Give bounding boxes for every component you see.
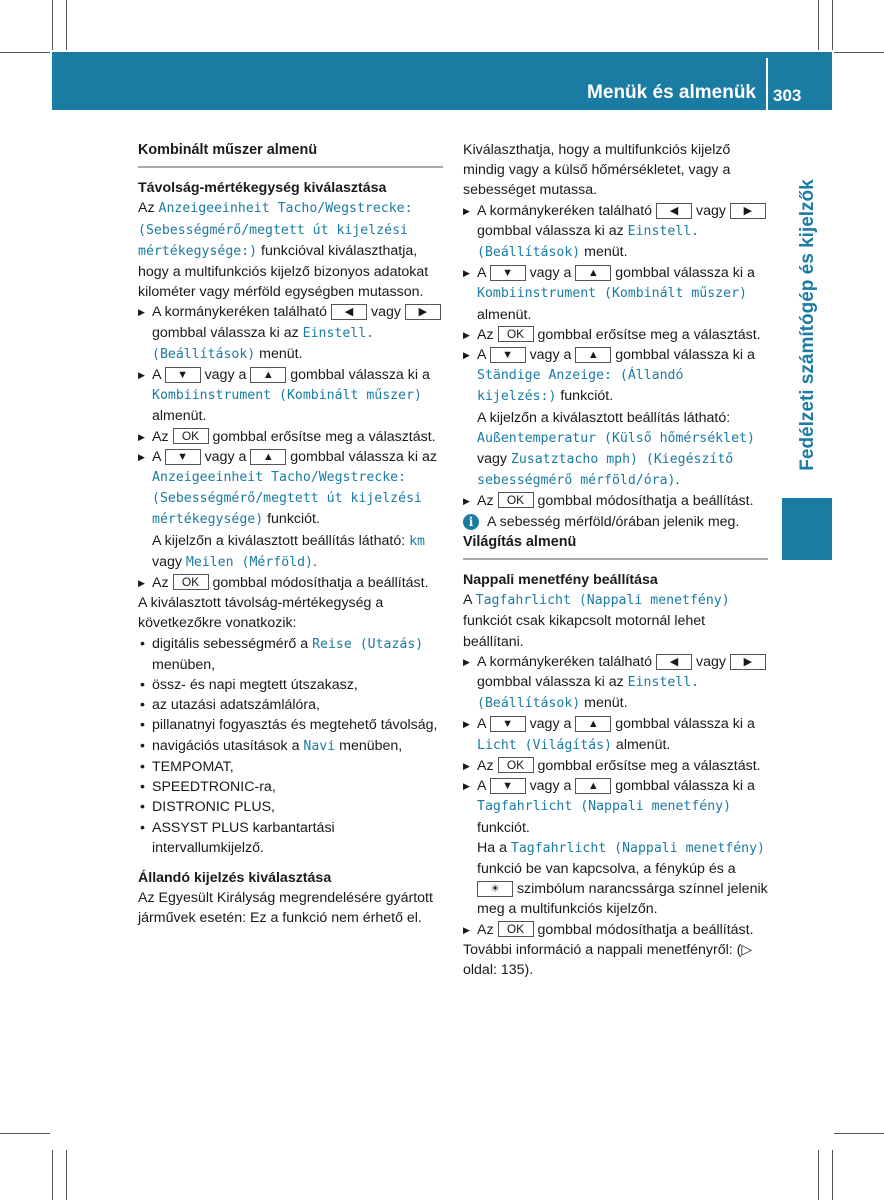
menu-code: Tagfahrlicht (Nappali menetfény) (510, 840, 765, 856)
ok-button-icon: OK (498, 326, 534, 342)
page-title: Menük és almenük (587, 82, 756, 103)
up-button-icon: ▲ (575, 347, 611, 363)
step: ▶ Az OK gombbal módosíthatja a beállítást. (138, 573, 443, 593)
crop-mark (832, 1150, 833, 1200)
menu-code: Einstell. (Beállítások) (477, 223, 700, 261)
page-number: 303 (773, 86, 802, 105)
crop-mark (52, 1150, 53, 1200)
crop-mark (832, 0, 833, 50)
list-item: • TEMPOMAT, (138, 757, 443, 777)
up-button-icon: ▲ (250, 367, 286, 383)
left-button-icon: ◀ (656, 654, 692, 670)
subsection-title: Távolság-mértékegység kiválasztása (138, 180, 387, 197)
menu-code: Einstell. (Beállítások) (152, 325, 375, 362)
section-title: Kombinált műszer almenü (138, 140, 443, 168)
list-item: • össz- és napi megtett útszakasz, (138, 675, 443, 695)
menu-code: km (409, 533, 425, 549)
step: ▶ A kormánykeréken található ◀ vagy ▶ gombbal válassza ki az Einstell. (Beállítások) menüt. (463, 201, 768, 264)
menu-code: Reise (Utazás) (312, 636, 424, 652)
left-button-icon: ◀ (656, 203, 692, 219)
daytime-light-icon: ☀ (477, 881, 513, 897)
right-button-icon: ▶ (405, 304, 441, 320)
header-separator (766, 58, 768, 110)
up-button-icon: ▲ (575, 716, 611, 732)
menu-code: Licht (Világítás) (477, 737, 612, 753)
list-item: • ASSYST PLUS karbantartási intervallumkijelző. (138, 818, 443, 858)
list-item: • SPEEDTRONIC-ra, (138, 777, 443, 797)
subsection-title: Nappali menetfény beállítása (463, 572, 658, 589)
paragraph: Az Egyesült Királyság megrendelésére gyártott járművek esetén: Ez a funkció nem érhető el. (138, 890, 433, 927)
menu-code: Einstell. (Beállítások) (477, 675, 700, 712)
step: ▶ A ▼ vagy a ▲ gombbal válassza ki a Tagfahrlicht (Nappali menetfény) funkciót. Ha a Tagfahrlicht (Nappali menetfény) funkció be van kapcsolva, a fénykúp és a ☀ szimbólum narancssárga színnel jelenik meg a multifunkciós kijelzőn. (463, 776, 768, 919)
step: ▶ A kormánykeréken található ◀ vagy ▶ gombbal válassza ki az Einstell. (Beállítások) menüt. (138, 302, 443, 365)
crop-mark (52, 0, 53, 50)
right-button-icon: ▶ (730, 654, 766, 670)
side-tab-marker (782, 498, 832, 560)
list-item: • pillanatnyi fogyasztás és megtehető távolság, (138, 715, 443, 735)
ok-button-icon: OK (173, 574, 209, 590)
ok-button-icon: OK (498, 757, 534, 773)
list-item: • navigációs utasítások a Navi menüben, (138, 736, 443, 757)
menu-code: Anzeigeeinheit Tacho/Wegstrecke: (Sebességmérő/megtett út kijelzési mértékegysége) (152, 470, 422, 528)
list-item: • digitális sebességmérő a Reise (Utazás) menüben, (138, 634, 443, 675)
crop-mark (66, 1150, 67, 1200)
menu-code: Kombiinstrument (Kombinált műszer) (477, 286, 747, 302)
list-item: • az utazási adatszámlálóra, (138, 695, 443, 715)
up-button-icon: ▲ (575, 265, 611, 281)
step: ▶ Az OK gombbal módosíthatja a beállítást. (463, 491, 768, 511)
menu-code: Tagfahrlicht (Nappali menetfény) (475, 593, 730, 609)
left-button-icon: ◀ (331, 304, 367, 320)
down-button-icon: ▼ (490, 716, 526, 732)
list-item: • DISTRONIC PLUS, (138, 797, 443, 817)
step: ▶ A ▼ vagy a ▲ gombbal válassza ki a Ständige Anzeige: (Állandó kijelzés:) funkciót. A kijelzőn a kiválasztott beállítás látható: Außentemperatur (Külső hőmérséklet) vagy Zusatztacho mph) (Kiegészítő sebességmérő mérföld/óra). (463, 345, 768, 491)
up-button-icon: ▲ (250, 449, 286, 465)
right-column (463, 140, 768, 980)
info-icon: i (463, 514, 479, 530)
paragraph: Az Anzeigeeinheit Tacho/Wegstrecke: (Sebességmérő/megtett út kijelzési mértékegysége:) funkcióval kiválaszthatja, hogy a multifunkciós kijelző bizonyos adatokat kilométer vagy mérföld egységben mutasson. (138, 200, 429, 301)
step: ▶ A kormánykeréken található ◀ vagy ▶ gombbal válassza ki az Einstell. (Beállítások) menüt. (463, 652, 768, 715)
menu-code: Tagfahrlicht (Nappali menetfény) (477, 799, 732, 815)
left-column (138, 140, 443, 929)
crop-mark (66, 0, 67, 50)
ok-button-icon: OK (498, 492, 534, 508)
step: ▶ Az OK gombbal erősítse meg a választást. (463, 756, 768, 776)
section-title: Világítás almenü (463, 532, 768, 560)
right-button-icon: ▶ (730, 203, 766, 219)
menu-code: Zusatztacho mph) (Kiegészítő sebességmérő mérföld/óra) (477, 452, 734, 489)
paragraph: A Tagfahrlicht (Nappali menetfény) funkciót csak kikapcsolt motornál lehet beállítani. (463, 592, 730, 650)
menu-code: Navi (303, 738, 336, 754)
step: ▶ A ▼ vagy a ▲ gombbal válassza ki a Licht (Világítás) almenüt. (463, 714, 768, 755)
step: ▶ Az OK gombbal erősítse meg a választást. (138, 427, 443, 447)
down-button-icon: ▼ (490, 265, 526, 281)
down-button-icon: ▼ (165, 449, 201, 465)
up-button-icon: ▲ (575, 778, 611, 794)
down-button-icon: ▼ (165, 367, 201, 383)
subsection-title: Állandó kijelzés kiválasztása (138, 869, 332, 886)
down-button-icon: ▼ (490, 778, 526, 794)
crop-mark (834, 1133, 884, 1134)
ok-button-icon: OK (173, 428, 209, 444)
crop-mark (818, 1150, 819, 1200)
crop-mark (0, 52, 50, 53)
paragraph: A kiválasztott távolság-mértékegység a következőkre vonatkozik: (138, 595, 384, 632)
down-button-icon: ▼ (490, 347, 526, 363)
paragraph: Kiválaszthatja, hogy a multifunkciós kijelző mindig vagy a külső hőmérsékletet, vagy a sebességet mutassa. (463, 142, 731, 199)
step: ▶ A ▼ vagy a ▲ gombbal válassza ki a Kombiinstrument (Kombinált műszer) almenüt. (463, 263, 768, 325)
ok-button-icon: OK (498, 921, 534, 937)
menu-code: Kombiinstrument (Kombinált műszer) (152, 388, 422, 404)
footer-reference: További információ a nappali menetfényről: (▷ oldal: 135). (463, 941, 753, 978)
step: ▶ Az OK gombbal módosíthatja a beállítást. (463, 920, 768, 940)
crop-mark (818, 0, 819, 50)
menu-code: Meilen (Mérföld) (185, 554, 313, 570)
crop-mark (0, 1133, 50, 1134)
info-note: i A sebesség mérföld/órában jelenik meg. (463, 512, 768, 532)
menu-code: Außentemperatur (Külső hőmérséklet) (477, 430, 755, 446)
step: ▶ A ▼ vagy a ▲ gombbal válassza ki az Anzeigeeinheit Tacho/Wegstrecke: (Sebességmérő/megtett út kijelzési mértékegysége) funkciót. A kijelzőn a kiválasztott beállítás látható: km vagy Meilen (Mérföld). (138, 447, 443, 573)
step: ▶ A ▼ vagy a ▲ gombbal válassza ki a Kombiinstrument (Kombinált műszer) almenüt. (138, 365, 443, 427)
crop-mark (834, 52, 884, 53)
step: ▶ Az OK gombbal erősítse meg a választást. (463, 325, 768, 345)
side-tab-label: Fedélzeti számítógép és kijelzők (797, 179, 818, 471)
menu-code: Ständige Anzeige: (Állandó kijelzés:) (477, 368, 684, 405)
menu-code: Anzeigeeinheit Tacho/Wegstrecke: (Sebességmérő/megtett út kijelzési mértékegysége:) (138, 201, 413, 259)
